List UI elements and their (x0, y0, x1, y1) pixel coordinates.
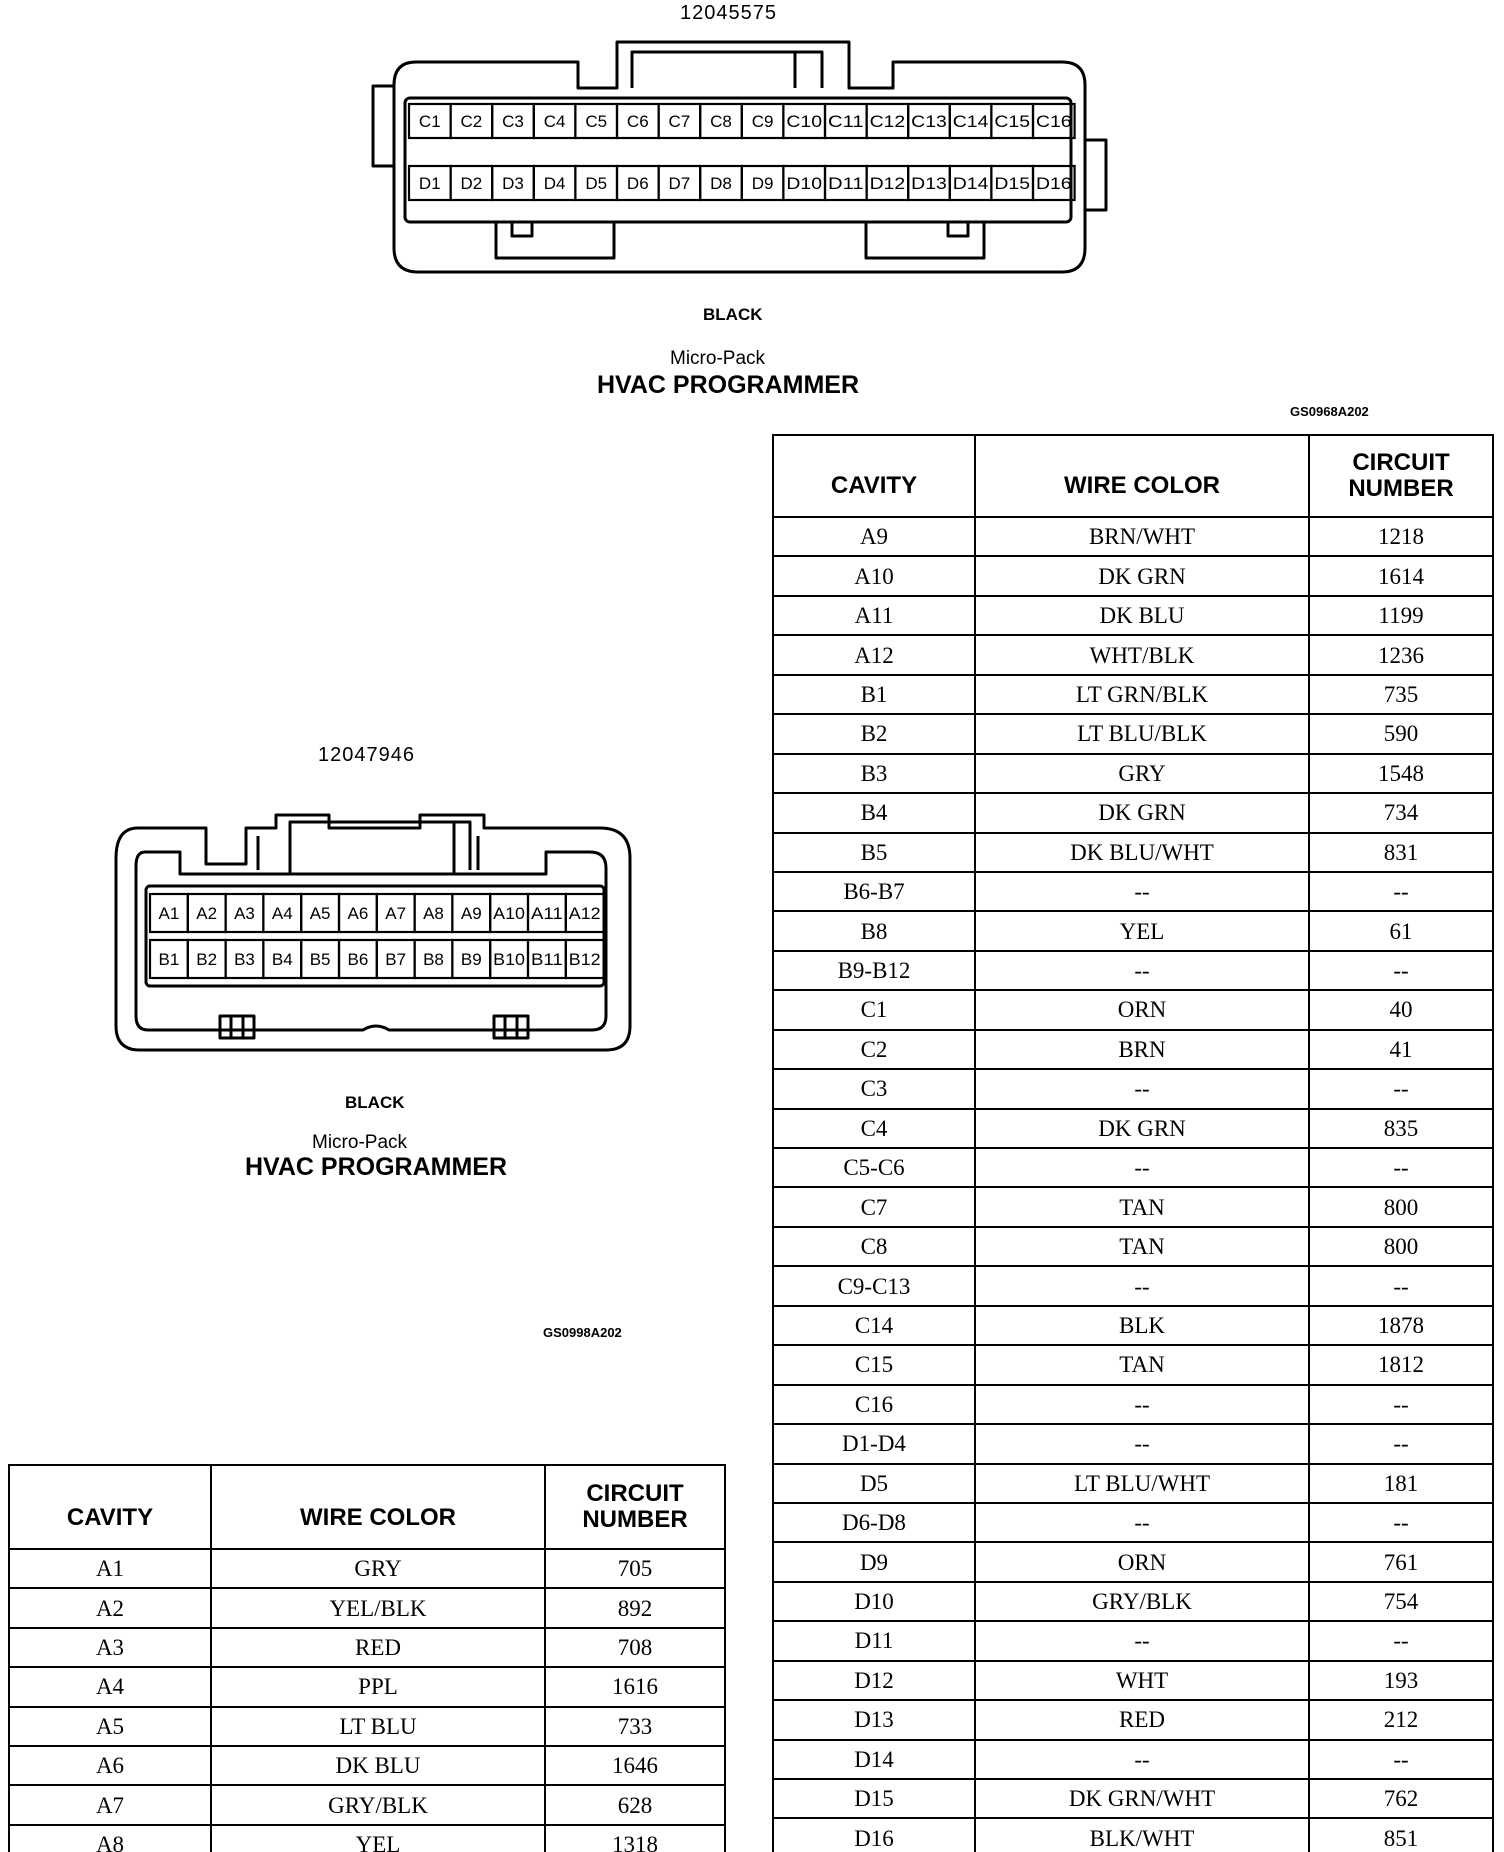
cell-circuit-number: 1318 (545, 1825, 725, 1852)
table-row (773, 1148, 1493, 1187)
cavity-label: A7 (385, 904, 407, 923)
cell-wire-color: GRY/BLK (975, 1582, 1309, 1621)
cell-cavity: D15 (773, 1779, 975, 1818)
cell-circuit-number: 831 (1309, 833, 1493, 872)
cavity-label: B2 (196, 950, 218, 969)
table-row (773, 1582, 1493, 1621)
cavity-label: C7 (668, 112, 691, 131)
table-row (9, 1667, 725, 1706)
cell-wire-color: DK GRN (975, 1109, 1309, 1148)
cell-cavity: D12 (773, 1661, 975, 1700)
top-connector-key-right (866, 222, 984, 258)
cavity-label: B6 (347, 950, 369, 969)
table-row (773, 1345, 1493, 1384)
cell-wire-color: RED (975, 1700, 1309, 1739)
table-row (9, 1785, 725, 1824)
cell-wire-color: TAN (975, 1187, 1309, 1226)
cell-cavity: B1 (773, 675, 975, 714)
table-row (773, 1227, 1493, 1266)
cavity-label: D15 (994, 174, 1030, 193)
cavity-label: D7 (668, 174, 691, 193)
cell-circuit-number: -- (1309, 1621, 1493, 1660)
cell-wire-color: WHT/BLK (975, 635, 1309, 674)
table-row (773, 714, 1493, 753)
bottom-connector-drawing-code: GS0998A202 (543, 1325, 622, 1340)
cell-circuit-number: 733 (545, 1707, 725, 1746)
cavity-label: C3 (502, 112, 524, 131)
cell-cavity: D11 (773, 1621, 975, 1660)
cavity-label: C5 (585, 112, 608, 131)
bottom-connector-grip-left (220, 1016, 254, 1038)
table-row (773, 911, 1493, 950)
table-row (773, 1109, 1493, 1148)
cell-circuit-number: 735 (1309, 675, 1493, 714)
header-circuit-number (545, 1465, 725, 1549)
cavity-label: C10 (786, 112, 822, 131)
cell-wire-color: DK BLU (211, 1746, 545, 1785)
cell-cavity: A6 (9, 1746, 211, 1785)
cavity-label: B10 (493, 950, 525, 969)
cell-wire-color: RED (211, 1628, 545, 1667)
cell-wire-color: -- (975, 1424, 1309, 1463)
cell-circuit-number: 1812 (1309, 1345, 1493, 1384)
cell-wire-color: -- (975, 1385, 1309, 1424)
cavity-label: C1 (418, 112, 441, 131)
table-row (773, 1503, 1493, 1542)
cell-cavity: A1 (9, 1549, 211, 1588)
header-circuit-line2: NUMBER (1348, 475, 1454, 502)
cell-circuit-number: 708 (545, 1628, 725, 1667)
cavity-label: C13 (911, 112, 947, 131)
table-row (773, 1030, 1493, 1069)
table-row (9, 1746, 725, 1785)
cell-circuit-number: 181 (1309, 1464, 1493, 1503)
cavity-label: B12 (568, 950, 601, 969)
cell-circuit-number: 1616 (545, 1667, 725, 1706)
table-row (773, 1779, 1493, 1818)
cell-circuit-number: 628 (545, 1785, 725, 1824)
cell-cavity: B5 (773, 833, 975, 872)
cell-cavity: C3 (773, 1069, 975, 1108)
cell-wire-color: -- (975, 951, 1309, 990)
cell-wire-color: BLK (975, 1306, 1309, 1345)
header-cavity: CAVITY (9, 1465, 211, 1549)
cell-cavity: B6-B7 (773, 872, 975, 911)
cell-wire-color: -- (975, 1148, 1309, 1187)
cell-wire-color: YEL (975, 911, 1309, 950)
cell-circuit-number: -- (1309, 1148, 1493, 1187)
bottom-connector-part-number: 12047946 (318, 744, 415, 766)
header-cavity: CAVITY (773, 435, 975, 517)
cell-wire-color: DK BLU (975, 596, 1309, 635)
bottom-connector-color-label: BLACK (345, 1093, 405, 1112)
cavity-label: C9 (751, 112, 774, 131)
cavity-label: C16 (1036, 112, 1072, 131)
cell-circuit-number: 754 (1309, 1582, 1493, 1621)
table-row (773, 1424, 1493, 1463)
table-row (773, 951, 1493, 990)
cell-circuit-number: -- (1309, 1740, 1493, 1779)
header-circuit-number (1309, 435, 1493, 517)
cavity-label: A2 (196, 904, 218, 923)
cavity-label: C8 (710, 112, 732, 131)
cavity-label: B3 (234, 950, 255, 969)
cell-cavity: D5 (773, 1464, 975, 1503)
cell-circuit-number: 835 (1309, 1109, 1493, 1148)
cell-circuit-number: 1199 (1309, 596, 1493, 635)
table-row (773, 754, 1493, 793)
cell-circuit-number: 590 (1309, 714, 1493, 753)
right-wire-table (772, 434, 1494, 1852)
cell-wire-color: BRN/WHT (975, 517, 1309, 556)
cell-cavity: D10 (773, 1582, 975, 1621)
cavity-label: B11 (531, 950, 563, 969)
cavity-label: D3 (502, 174, 524, 193)
cavity-label: D10 (786, 174, 822, 193)
table-row (773, 990, 1493, 1029)
cavity-label: A1 (158, 904, 180, 923)
table-row (773, 635, 1493, 674)
cavity-label: C12 (869, 112, 906, 131)
cell-cavity: C9-C13 (773, 1266, 975, 1305)
cavity-label: C15 (994, 112, 1030, 131)
cell-circuit-number: 1614 (1309, 556, 1493, 595)
cell-cavity: B2 (773, 714, 975, 753)
cell-cavity: A7 (9, 1785, 211, 1824)
table-row (773, 556, 1493, 595)
top-connector-drawing-code: GS0968A202 (1290, 404, 1369, 419)
cell-circuit-number: 40 (1309, 990, 1493, 1029)
cell-cavity: C7 (773, 1187, 975, 1226)
cell-circuit-number: 800 (1309, 1187, 1493, 1226)
cell-wire-color: YEL (211, 1825, 545, 1852)
cavity-label: B5 (309, 950, 331, 969)
cell-cavity: B9-B12 (773, 951, 975, 990)
cell-wire-color: -- (975, 872, 1309, 911)
cell-circuit-number: -- (1309, 872, 1493, 911)
cell-cavity: A4 (9, 1667, 211, 1706)
cell-circuit-number: 1236 (1309, 635, 1493, 674)
cavity-label: C4 (543, 112, 566, 131)
bottom-connector-latch (290, 822, 470, 874)
cell-wire-color: -- (975, 1069, 1309, 1108)
cavity-label: D2 (460, 174, 483, 193)
table-row (773, 1818, 1493, 1852)
table-row (773, 1306, 1493, 1345)
cavity-label: D1 (418, 174, 441, 193)
cell-wire-color: LT GRN/BLK (975, 675, 1309, 714)
cell-circuit-number: 61 (1309, 911, 1493, 950)
cell-circuit-number: 734 (1309, 793, 1493, 832)
cell-cavity: A9 (773, 517, 975, 556)
cell-circuit-number: 1548 (1309, 754, 1493, 793)
table-row (9, 1825, 725, 1852)
cell-wire-color: BRN (975, 1030, 1309, 1069)
cavity-label: C2 (460, 112, 483, 131)
table-row (773, 1266, 1493, 1305)
cell-cavity: C5-C6 (773, 1148, 975, 1187)
cell-cavity: C4 (773, 1109, 975, 1148)
table-header-row (9, 1465, 725, 1549)
cell-circuit-number: 193 (1309, 1661, 1493, 1700)
top-connector-title: HVAC PROGRAMMER (597, 371, 860, 399)
cell-cavity: C2 (773, 1030, 975, 1069)
cell-circuit-number: -- (1309, 1069, 1493, 1108)
cavity-label: A5 (309, 904, 331, 923)
bottom-connector-subtitle: Micro-Pack (312, 1132, 408, 1153)
cell-wire-color: DK GRN (975, 556, 1309, 595)
cell-cavity: D6-D8 (773, 1503, 975, 1542)
cavity-label: D16 (1036, 174, 1072, 193)
cell-cavity: D9 (773, 1542, 975, 1581)
cavity-label: A9 (460, 904, 482, 923)
table-row (773, 1621, 1493, 1660)
cavity-label: B9 (460, 950, 482, 969)
cavity-label: B8 (423, 950, 444, 969)
cell-circuit-number: 1218 (1309, 517, 1493, 556)
bottom-connector-diagram (0, 0, 760, 1100)
cavity-label: B7 (385, 950, 407, 969)
table-row (773, 1069, 1493, 1108)
cell-cavity: B4 (773, 793, 975, 832)
cavity-label: D11 (828, 174, 864, 193)
cavity-label: A12 (568, 904, 601, 923)
cavity-label: B1 (158, 950, 180, 969)
table-row (773, 833, 1493, 872)
table-row (773, 1700, 1493, 1739)
cell-circuit-number: 41 (1309, 1030, 1493, 1069)
bottom-connector-title: HVAC PROGRAMMER (245, 1153, 508, 1181)
cell-cavity: B3 (773, 754, 975, 793)
cell-wire-color: LT BLU/BLK (975, 714, 1309, 753)
cavity-label: D5 (585, 174, 608, 193)
cell-wire-color: BLK/WHT (975, 1818, 1309, 1852)
cell-wire-color: TAN (975, 1345, 1309, 1384)
cell-cavity: D14 (773, 1740, 975, 1779)
table-row (773, 1740, 1493, 1779)
cell-wire-color: LT BLU/WHT (975, 1464, 1309, 1503)
cavity-label: D12 (869, 174, 906, 193)
table-row (773, 1464, 1493, 1503)
cell-cavity: C16 (773, 1385, 975, 1424)
cell-cavity: C15 (773, 1345, 975, 1384)
cell-wire-color: ORN (975, 1542, 1309, 1581)
cavity-label: D9 (751, 174, 774, 193)
cell-cavity: C8 (773, 1227, 975, 1266)
cell-wire-color: GRY (211, 1549, 545, 1588)
table-row (773, 793, 1493, 832)
cell-cavity: D16 (773, 1818, 975, 1852)
cell-circuit-number: 705 (545, 1549, 725, 1588)
cell-wire-color: DK BLU/WHT (975, 833, 1309, 872)
header-wire-color: WIRE COLOR (975, 435, 1309, 517)
cavity-label: A4 (271, 904, 293, 923)
cell-wire-color: WHT (975, 1661, 1309, 1700)
cell-circuit-number: 892 (545, 1588, 725, 1627)
cell-circuit-number: 212 (1309, 1700, 1493, 1739)
bottom-connector-cavity-frame (146, 886, 604, 986)
header-circuit-line1: CIRCUIT (1352, 449, 1450, 476)
table-row (773, 1187, 1493, 1226)
top-connector-color-label: BLACK (703, 305, 763, 324)
cell-cavity: A8 (9, 1825, 211, 1852)
cell-cavity: A11 (773, 596, 975, 635)
cell-wire-color: -- (975, 1621, 1309, 1660)
header-circuit-line1: CIRCUIT (586, 1480, 684, 1507)
cell-wire-color: -- (975, 1503, 1309, 1542)
cell-cavity: D1-D4 (773, 1424, 975, 1463)
cell-circuit-number: 1646 (545, 1746, 725, 1785)
table-row (773, 596, 1493, 635)
top-connector-subtitle: Micro-Pack (670, 348, 766, 369)
cell-cavity: C1 (773, 990, 975, 1029)
cell-cavity: A2 (9, 1588, 211, 1627)
cavity-label: B4 (271, 950, 293, 969)
top-connector-right-ear (1085, 140, 1106, 210)
table-row (9, 1588, 725, 1627)
cell-circuit-number: 1878 (1309, 1306, 1493, 1345)
cell-wire-color: -- (975, 1740, 1309, 1779)
table-row (9, 1707, 725, 1746)
header-circuit-line2: NUMBER (582, 1506, 688, 1533)
table-row (9, 1549, 725, 1588)
cell-circuit-number: 762 (1309, 1779, 1493, 1818)
table-row (773, 517, 1493, 556)
cell-circuit-number: -- (1309, 1424, 1493, 1463)
bottom-connector-grip-right (494, 1016, 528, 1038)
cell-wire-color: DK GRN (975, 793, 1309, 832)
cell-circuit-number: 851 (1309, 1818, 1493, 1852)
table-row (773, 1542, 1493, 1581)
cell-wire-color: GRY/BLK (211, 1785, 545, 1824)
cell-wire-color: PPL (211, 1667, 545, 1706)
cell-cavity: A12 (773, 635, 975, 674)
cell-circuit-number: -- (1309, 1385, 1493, 1424)
table-row (773, 872, 1493, 911)
table-row (9, 1628, 725, 1667)
cell-circuit-number: 800 (1309, 1227, 1493, 1266)
cavity-label: C14 (952, 112, 989, 131)
left-wire-table (8, 1464, 726, 1852)
cell-circuit-number: -- (1309, 1503, 1493, 1542)
cavity-label: A3 (234, 904, 255, 923)
cell-wire-color: TAN (975, 1227, 1309, 1266)
cell-wire-color: YEL/BLK (211, 1588, 545, 1627)
top-connector-part-number: 12045575 (680, 2, 777, 24)
cavity-label: C6 (626, 112, 649, 131)
cell-cavity: A5 (9, 1707, 211, 1746)
cell-wire-color: -- (975, 1266, 1309, 1305)
cell-wire-color: ORN (975, 990, 1309, 1029)
cell-wire-color: GRY (975, 754, 1309, 793)
cell-circuit-number: 761 (1309, 1542, 1493, 1581)
cavity-label: A8 (423, 904, 444, 923)
cavity-label: D14 (952, 174, 989, 193)
table-header-row (773, 435, 1493, 517)
cell-circuit-number: -- (1309, 1266, 1493, 1305)
cavity-label: D6 (626, 174, 649, 193)
cavity-label: A10 (493, 904, 525, 923)
cell-cavity: A3 (9, 1628, 211, 1667)
cavity-label: A6 (347, 904, 369, 923)
cell-cavity: D13 (773, 1700, 975, 1739)
cell-wire-color: LT BLU (211, 1707, 545, 1746)
cell-cavity: C14 (773, 1306, 975, 1345)
table-row (773, 1385, 1493, 1424)
cavity-label: D13 (911, 174, 947, 193)
header-wire-color: WIRE COLOR (211, 1465, 545, 1549)
cavity-label: C11 (828, 112, 864, 131)
cavity-label: A11 (531, 904, 563, 923)
cell-circuit-number: -- (1309, 951, 1493, 990)
cavity-label: D8 (710, 174, 732, 193)
table-row (773, 675, 1493, 714)
cavity-label: D4 (543, 174, 566, 193)
cell-cavity: B8 (773, 911, 975, 950)
cell-cavity: A10 (773, 556, 975, 595)
cell-wire-color: DK GRN/WHT (975, 1779, 1309, 1818)
table-row (773, 1661, 1493, 1700)
